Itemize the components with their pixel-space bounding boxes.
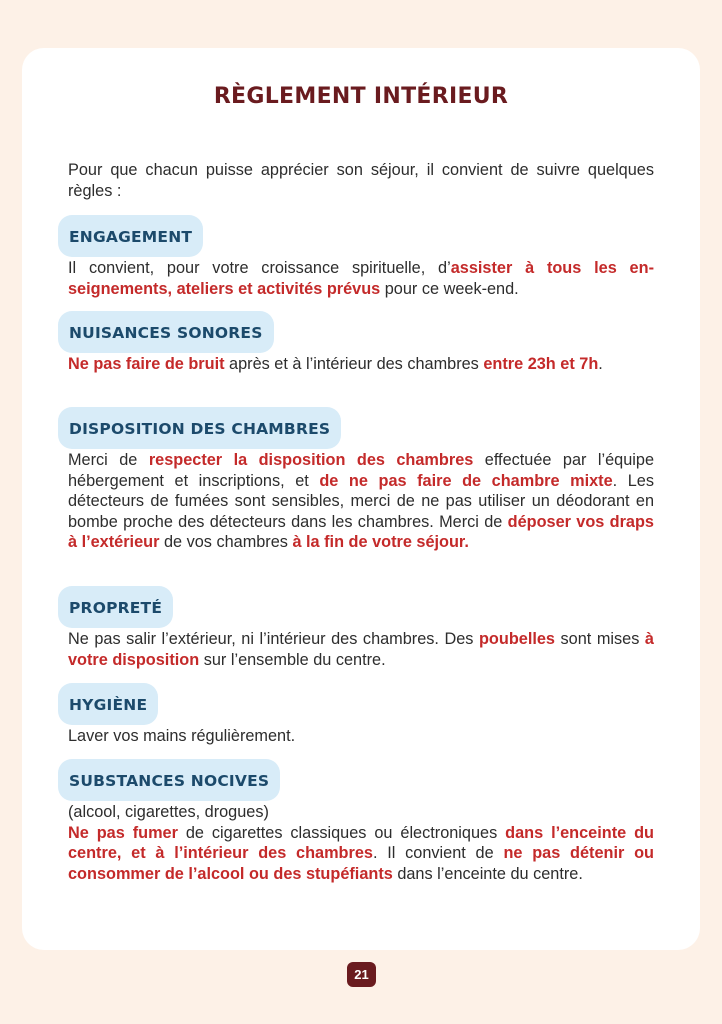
- section-engagement: [58, 215, 654, 299]
- section-body: [68, 726, 654, 747]
- page-title: RÈGLEMENT INTÉRIEUR: [213, 84, 509, 109]
- body-text: (alcool, cigarettes, drogues): [68, 803, 269, 821]
- highlighted-text: à votre disposition: [68, 630, 654, 669]
- body-text: de vos chambres: [159, 533, 293, 552]
- body-text: Merci de: [68, 451, 149, 469]
- body-text: Ne pas salir l’extérieur, ni l’intérieur des chambres. Des: [68, 630, 479, 648]
- section-heading: ENGAGEMENT: [58, 215, 203, 257]
- highlighted-text: entre 23h et 7h: [483, 355, 599, 373]
- intro-paragraph: Pour que chacun puisse apprécier son séjour, il convient de suivre quelques règles :: [68, 161, 654, 200]
- body-text: sur l’ensemble du centre.: [199, 650, 386, 669]
- highlighted-text: poubelles: [478, 630, 555, 648]
- section-body: [68, 258, 654, 299]
- body-text: . Les détecteurs de fumées sont sensibles, merci de ne pas utiliser un déodorant en bombe proche des détecteurs dans les chambres. Merci de: [68, 471, 654, 531]
- body-text: Il convient, pour votre croissance spirituelle, d’: [68, 259, 451, 277]
- body-text: effectuée par l’équipe hébergement et inscriptions, et: [68, 451, 655, 490]
- section-heading: PROPRETÉ: [58, 586, 173, 628]
- section-body: [68, 802, 654, 884]
- highlighted-text: assister à tous les enseignements, ateliers et activités prévus: [68, 259, 654, 298]
- highlighted-text: Ne pas fumer: [68, 823, 178, 842]
- body-text: de cigarettes classiques ou électroniques: [177, 823, 506, 842]
- body-text: après et à l’intérieur des chambres: [224, 355, 484, 373]
- highlighted-text: dans l’enceinte du centre, et à l’intérieur des chambres: [68, 823, 654, 863]
- section-disposition-chambres: [58, 407, 654, 553]
- section-heading: HYGIÈNE: [58, 683, 158, 725]
- page-number-badge: 21: [347, 962, 376, 987]
- section-heading: NUISANCES SONORES: [58, 311, 274, 353]
- highlighted-text: à la fin de votre séjour.: [292, 533, 469, 552]
- body-text: pour ce week-end.: [380, 279, 519, 298]
- section-body: [68, 450, 654, 553]
- section-body: [68, 629, 654, 670]
- highlighted-text: ne pas détenir ou consommer de l’alcool ou des stupéfiants: [68, 844, 654, 883]
- section-nuisances-sonores: [58, 311, 654, 375]
- highlighted-text: respecter la disposition des chambres: [148, 451, 474, 469]
- body-text: sont mises: [554, 630, 645, 648]
- body-text: dans l’enceinte du centre.: [392, 864, 583, 883]
- body-text: Laver vos mains régulièrement.: [68, 727, 296, 745]
- highlighted-text: déposer vos draps à l’extérieur: [68, 512, 654, 552]
- section-heading: SUBSTANCES NOCIVES: [58, 759, 280, 801]
- highlighted-text: de ne pas faire de chambre mixte: [319, 471, 613, 490]
- section-body: [68, 354, 654, 375]
- section-substances-nocives: [58, 759, 654, 884]
- body-text: . Il convient de: [372, 844, 504, 863]
- section-hygiene: [58, 683, 654, 747]
- body-text: .: [598, 355, 603, 373]
- highlighted-text: Ne pas faire de bruit: [68, 355, 225, 373]
- section-proprete: [58, 586, 654, 670]
- section-heading: DISPOSITION DES CHAMBRES: [58, 407, 341, 449]
